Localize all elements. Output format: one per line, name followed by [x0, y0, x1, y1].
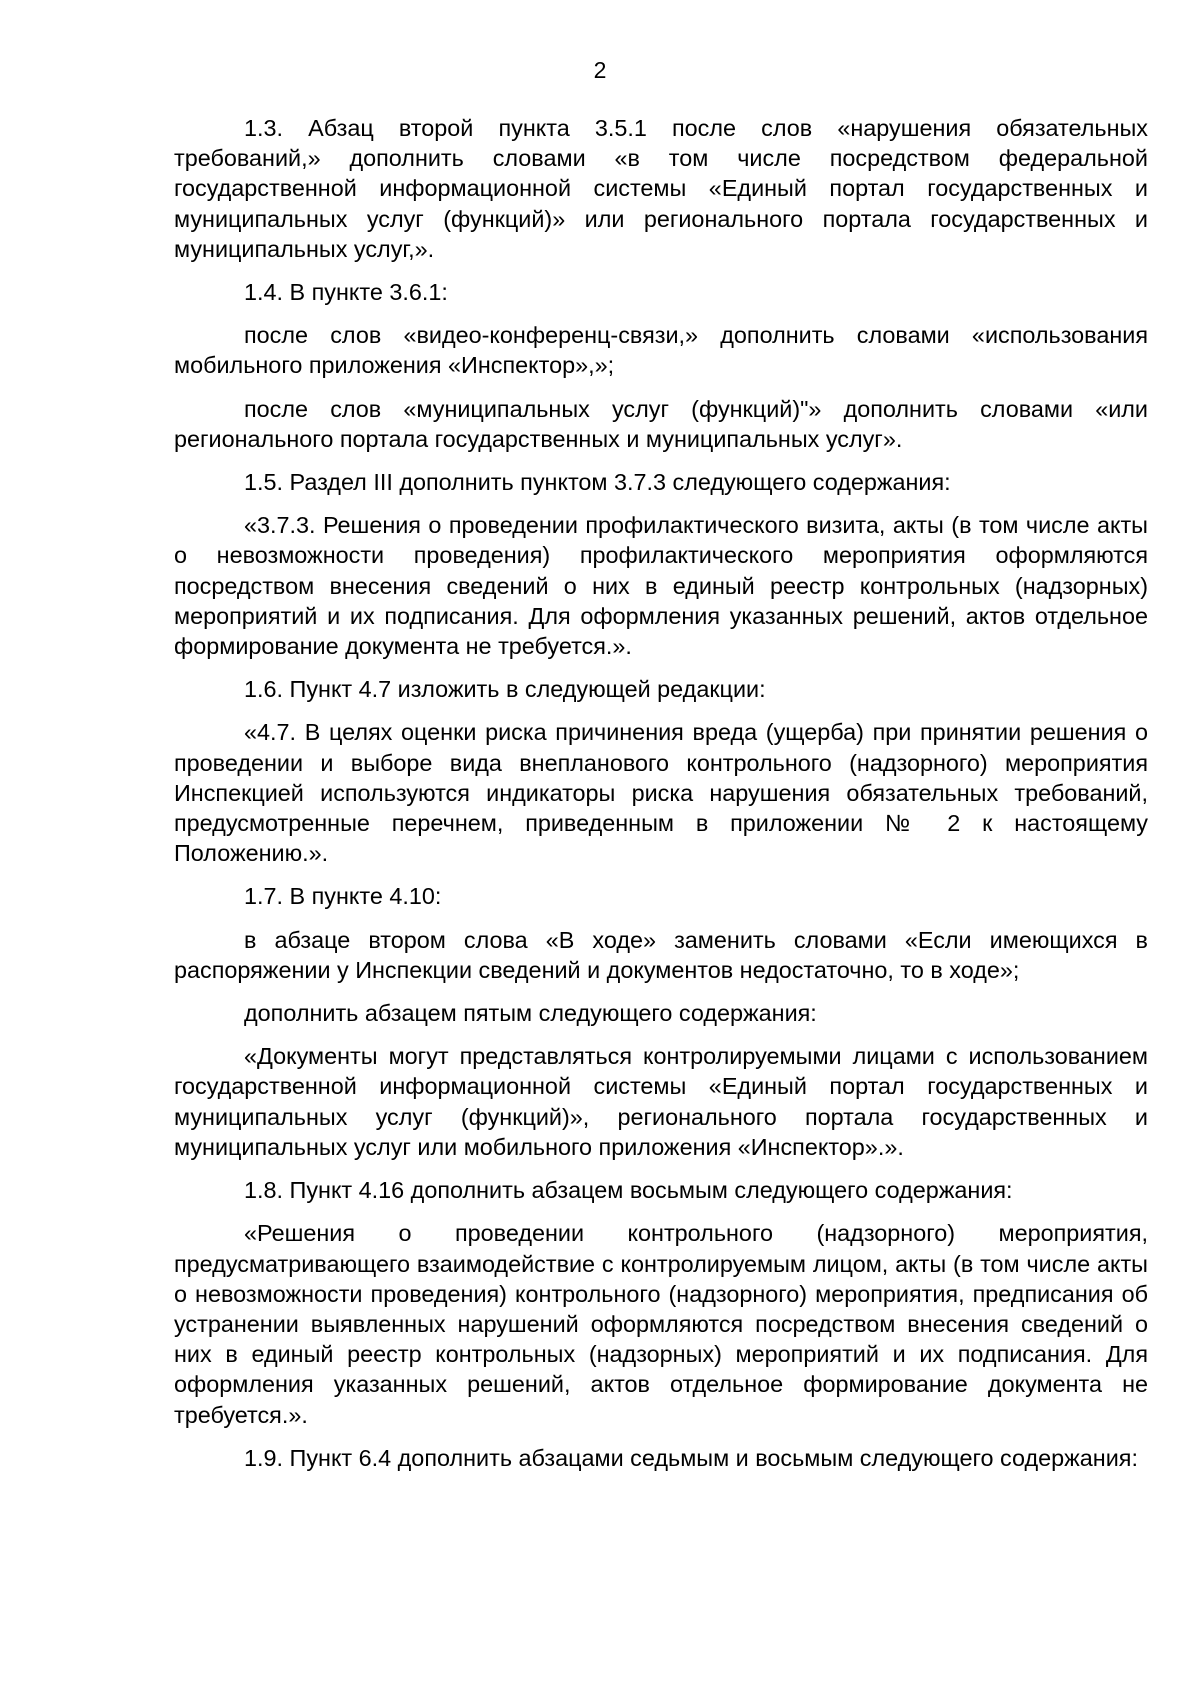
paragraph-decisions-quote: «Решения о проведении контрольного (надзорного) мероприятия, предусматривающего взаимодействие с контролируемым лицом, акты (в том числе акты о невозможности проведения) контрольного (надзорного) мероприятия, предписания об устранении выявленных нарушений оформляются посредством внесения сведений о них в единый реестр контрольных (надзорных) мероприятий и их подписания. Для оформления указанных решений, актов отдельное формирование документа не требуется.».	[174, 1220, 1148, 1428]
paragraph-1-7: 1.7. В пункте 4.10:	[244, 883, 442, 910]
paragraph-1-4-b: после слов «муниципальных услуг (функций)"» дополнить словами «или регионального портала государственных и муниципальных услуг».	[174, 395, 1148, 452]
page-number: 2	[593, 57, 607, 83]
paragraph-3-7-3-quote: «3.7.3. Решения о проведении профилактического визита, акты (в том числе акты о невозможности проведения) профилактического мероприятия оформляются посредством внесения сведений о них в единый реестр контрольных (надзорных) мероприятий и их подписания. Для оформления указанных решений, актов отдельное формирование документа не требуется.».	[174, 512, 1148, 660]
paragraph-1-4-a: после слов «видео-конференц-связи,» дополнить словами «использования мобильного приложения «Инспектор»,»;	[174, 322, 1148, 379]
paragraph-1-7-b: дополнить абзацем пятым следующего содержания:	[244, 1000, 817, 1027]
paragraph-1-6: 1.6. Пункт 4.7 изложить в следующей редакции:	[244, 676, 766, 703]
paragraph-documents-quote: «Документы могут представляться контролируемыми лицами с использованием государственной информационной системы «Единый портал государственных и муниципальных услуг (функций)», регионального портала государственных и муниципальных услуг или мобильного приложения «Инспектор».».	[174, 1043, 1148, 1160]
paragraph-1-8: 1.8. Пункт 4.16 дополнить абзацем восьмым следующего содержания:	[244, 1177, 1013, 1204]
document-body	[174, 113, 1148, 1486]
paragraph-4-7-quote: «4.7. В целях оценки риска причинения вреда (ущерба) при принятии решения о проведении и выборе вида внепланового контрольного (надзорного) мероприятия Инспекцией используются индикаторы риска нарушения обязательных требований, предусмотренные перечнем, приведенным в приложении № 2 к настоящему Положению.».	[174, 719, 1148, 867]
paragraph-1-4: 1.4. В пункте 3.6.1:	[244, 279, 448, 306]
paragraph-1-7-a: в абзаце втором слова «В ходе» заменить словами «Если имеющихся в распоряжении у Инспекции сведений и документов недостаточно, то в ходе»;	[174, 926, 1148, 983]
paragraph-1-9: 1.9. Пункт 6.4 дополнить абзацами седьмым и восьмым следующего содержания:	[244, 1444, 1138, 1471]
paragraph-1-5: 1.5. Раздел III дополнить пунктом 3.7.3 следующего содержания:	[244, 469, 951, 496]
paragraph-1-3: 1.3. Абзац второй пункта 3.5.1 после слов «нарушения обязательных требований,» дополнить словами «в том числе посредством федеральной государственной информационной системы «Единый портал государственных и муниципальных услуг (функций)» или регионального портала государственных и муниципальных услуг,».	[174, 115, 1148, 262]
